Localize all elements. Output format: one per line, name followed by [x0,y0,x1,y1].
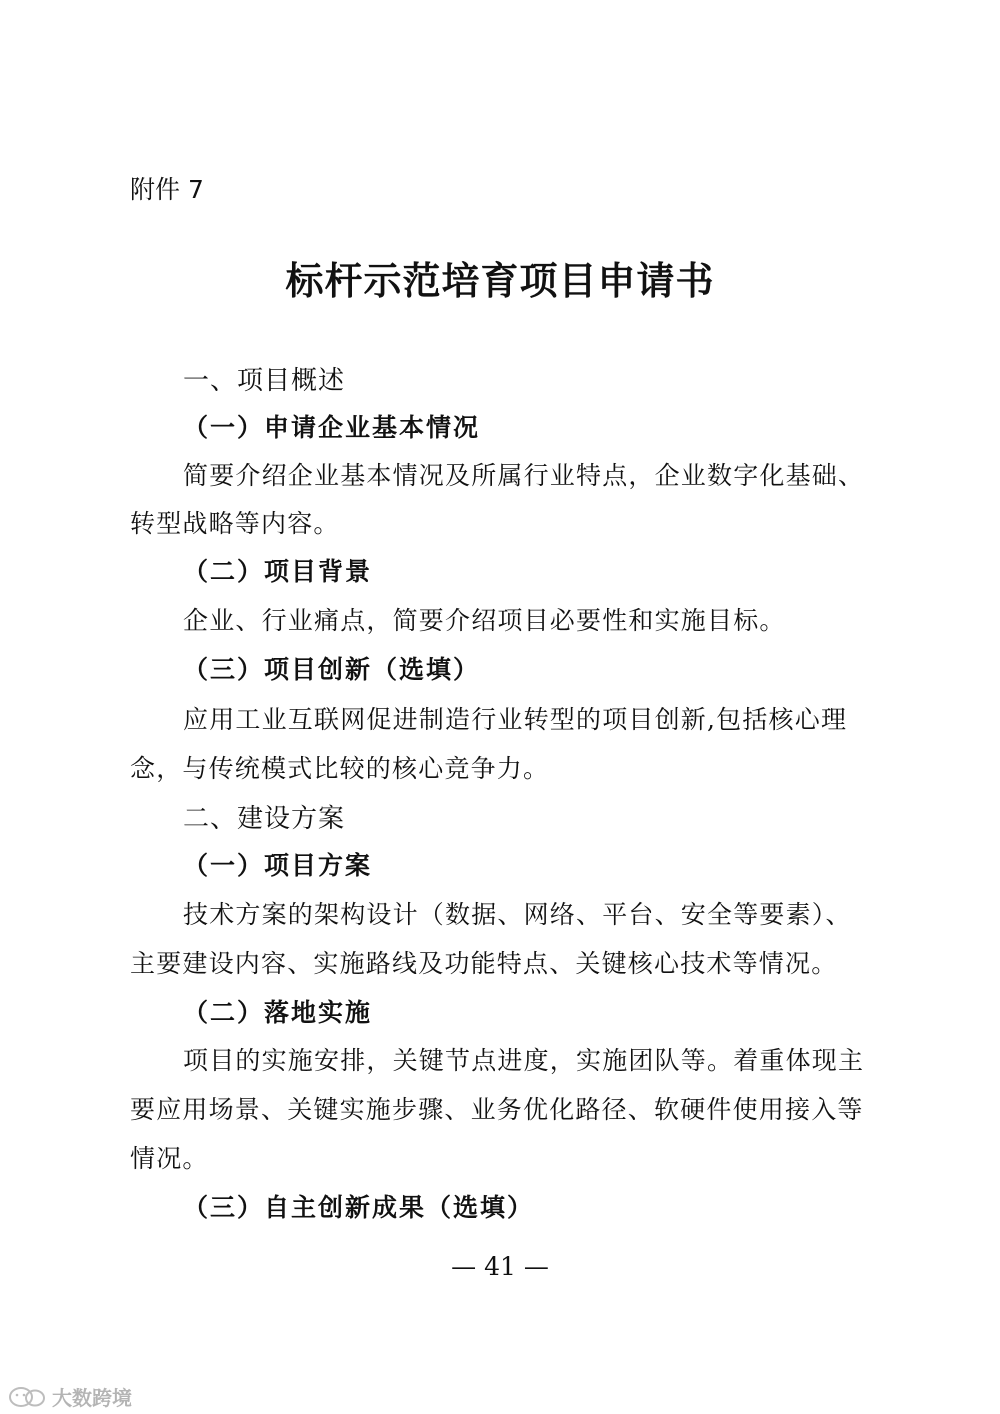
page-number: — 41 — [451,1252,549,1281]
paragraph-line: 简要介绍企业基本情况及所属行业特点，企业数字化基础、 [183,461,865,490]
paragraph-line: 念，与传统模式比较的核心竞争力。 [130,754,550,783]
paragraph-line: 主要建设内容、实施路线及功能特点、关键核心技术等情况。 [130,949,838,978]
subsection-heading-innovation: （三）项目创新（选填） [183,655,481,684]
section-heading-plan: 二、建设方案 [183,804,346,834]
subsection-heading-project-plan: （一）项目方案 [183,851,373,880]
subsection-heading-background: （二）项目背景 [183,557,373,586]
paragraph-line: 技术方案的架构设计（数据、网络、平台、安全等要素）、 [183,900,852,929]
paragraph-line: 企业、行业痛点，简要介绍项目必要性和实施目标。 [183,606,786,635]
document-title: 标杆示范培育项目申请书 [285,258,715,303]
paragraph-line: 情况。 [130,1144,209,1173]
subsection-heading-independent-innovation: （三）自主创新成果（选填） [183,1193,535,1222]
paragraph-line: 应用工业互联网促进制造行业转型的项目创新,包括核心理 [183,705,848,734]
section-heading-overview: 一、项目概述 [183,366,346,396]
subsection-heading-implementation: （二）落地实施 [183,998,373,1027]
subsection-heading-company-info: （一）申请企业基本情况 [183,413,481,442]
paragraph-line: 转型战略等内容。 [130,509,340,538]
watermark [8,1382,132,1411]
attachment-label: 附件 7 [130,175,204,204]
wechat-logo-icon [8,1386,48,1408]
paragraph-line: 项目的实施安排，关键节点进度，实施团队等。着重体现主 [183,1046,865,1075]
paragraph-line: 要应用场景、关键实施步骤、业务优化路径、软硬件使用接入等 [130,1095,864,1124]
watermark-text: 大数跨境 [52,1386,132,1410]
